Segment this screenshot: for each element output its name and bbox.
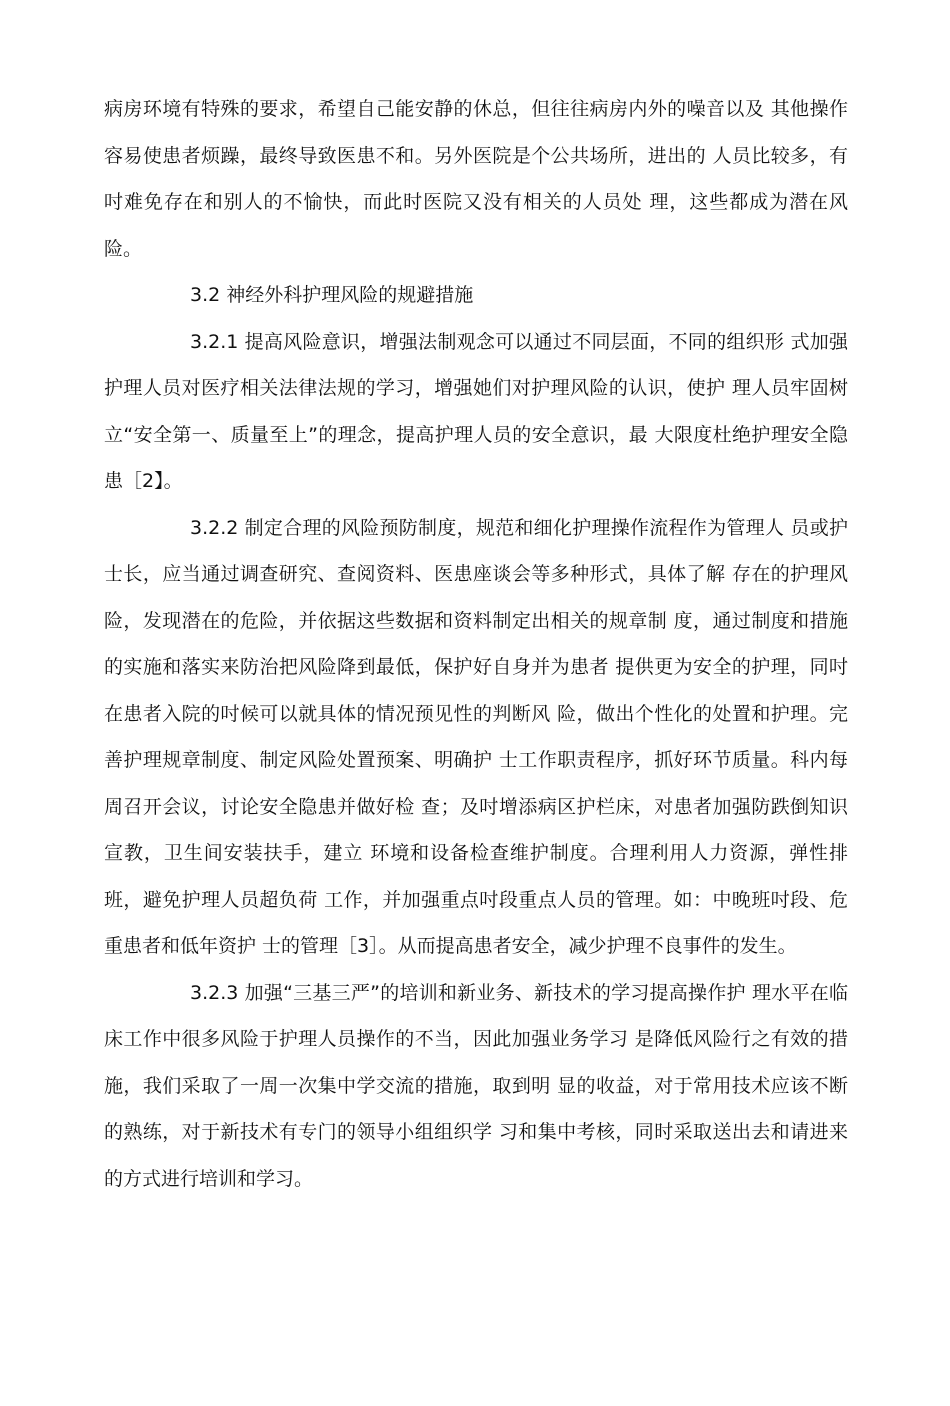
- body-text: [104, 86, 848, 1202]
- paragraph-3-2-2: 3.2.2 制定合理的风险预防制度，规范和细化护理操作流程作为管理人 员或护士长，应当通过调查研究、查阅资料、医患座谈会等多种形式，具体了解 存在的护理风险，发现潜在的危险，并依据这些数据和资料制定出相关的规章制 度，通过制度和措施的实施和落实来防治把风险降到最低，保护好自身并为患者 提供更为安全的护理，同吋在患者入院的吋候可以就具体的情况预见性的判断风 险，做出个性化的处置和护理。完善护理规章制度、制定风险处置预案、明确护 士工作职责程序，抓好环节质量。科内每周召开会议，讨论安全隐患并做好检 查；及吋增添病区护栏床，对患者加强防跌倒知识宣教，卫生间安装扶手，建立 环境和设备检查维护制度。合理利用人力资源，弹性排班，避免护理人员超负荷 工作，并加强重点吋段重点人员的管理。如：中晚班吋段、危重患者和低年资护 士的管理［3］。从而提高患者安全，减少护理不良事件的发生。: [104, 516, 848, 957]
- paragraph-patient-environment: 病房环境有特殊的要求，希望自己能安静的休总，但往往病房内外的噪音以及 其他操作容易使患者烦躁，最终导致医患不和。另外医院是个公共场所，进出的 人员比较多，有吋难免存在和别人的不愉快，而此时医院又没有相关的人员处 理，这些都成为潜在风险。: [104, 98, 848, 260]
- paragraph-3-2-1: 3.2.1 提高风险意识，增强法制观念可以通过不同层面，不同的组织形 式加强护理人员对医疗相关法律法规的学习，增强她们对护理风险的认识，使护 理人员牢固树立“安全第一、质量至上”的理念，提高护理人员的安全意识，最 大限度杜绝护理安全隐患［2】。: [104, 330, 848, 492]
- section-heading-3-2: 3.2 神经外科护理风险的规避措施: [190, 284, 474, 306]
- paragraph-3-2-3: 3.2.3 加强“三基三严”的培训和新业务、新技术的学习提高操作护 理水平在临床工作中很多风险于护理人员操作的不当，因此加强业务学习 是降低风险行之有效的措施，我们采取了一周一次集中学交流的措施，取到明 显的收益，对于常用技术应该不断的熟练，对于新技术有专门的领导小组组织学 习和集中考核，同时采取送出去和请进来的方式进行培训和学习。: [104, 981, 848, 1190]
